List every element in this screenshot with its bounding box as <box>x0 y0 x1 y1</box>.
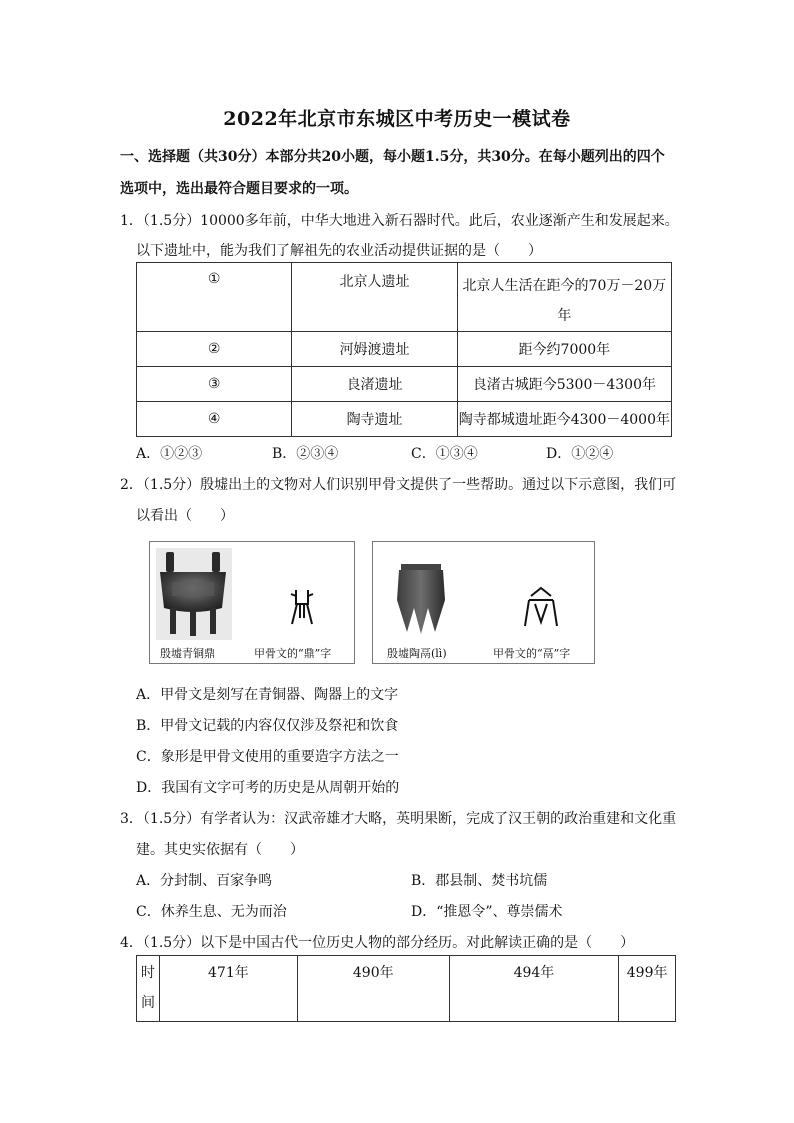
q2-option-b[interactable]: B．甲骨文记载的内容仅仅涉及祭祀和饮食 <box>136 718 399 734</box>
q2-stem-line1: 2．（1.5分）殷墟出土的文物对人们识别甲骨文提供了一些帮助。通过以下示意图，我们可 <box>120 477 677 493</box>
q4-timeline-table <box>136 955 676 1022</box>
section-instruction-line2: 选项中，选出最符合题目要求的一项。 <box>120 181 358 197</box>
q3-stem-line2: 建。其史实依据有（ ） <box>136 842 304 858</box>
table-cell-year: 499年 <box>619 956 676 1022</box>
table-cell-desc-line1: 北京人生活在距今的70万－20万 <box>462 278 667 294</box>
q1-option-d[interactable]: D．①②④ <box>546 446 614 462</box>
q1-option-c[interactable]: C．①③④ <box>411 446 478 462</box>
table-row <box>137 263 672 332</box>
q1-sites-table <box>136 262 672 437</box>
table-row <box>137 402 672 437</box>
caption-ding-character: 甲骨文的“鼎”字 <box>254 647 332 660</box>
q1-option-b[interactable]: B．②③④ <box>272 446 339 462</box>
q1-option-a[interactable]: A．①②③ <box>136 446 203 462</box>
table-cell-num: ④ <box>137 402 292 437</box>
caption-li: 殷墟陶鬲(lì) <box>387 647 447 660</box>
q4-stem: 4．（1.5分）以下是中国古代一位历史人物的部分经历。对此解读正确的是（ ） <box>120 935 635 951</box>
table-cell-desc: 陶寺都城遗址距今4300－4000年 <box>457 402 671 437</box>
table-cell-site: 良渚遗址 <box>292 367 457 402</box>
caption-ding: 殷墟青铜鼎 <box>160 647 215 660</box>
table-cell-site: 陶寺遗址 <box>292 402 457 437</box>
table-cell-desc-line2: 年 <box>557 308 572 324</box>
caption-li-character: 甲骨文的“鬲”字 <box>493 647 571 660</box>
table-cell-site: 河姆渡遗址 <box>292 332 457 367</box>
table-header-time <box>137 956 160 1022</box>
q2-figure-ding <box>149 541 355 664</box>
table-cell-num: ① <box>137 263 292 332</box>
q2-figure-li <box>372 541 595 664</box>
q3-option-d[interactable]: D．“推恩令”、尊崇儒术 <box>411 904 563 920</box>
table-cell-year: 494年 <box>449 956 619 1022</box>
q2-stem-line2: 以看出（ ） <box>136 508 234 524</box>
q3-option-a[interactable]: A．分封制、百家争鸣 <box>136 873 273 889</box>
q3-option-c[interactable]: C．休养生息、无为而治 <box>136 904 287 920</box>
q1-stem-line1: 1．（1.5分）10000多年前，中华大地进入新石器时代。此后，农业逐渐产生和发展起来。 <box>120 213 679 229</box>
table-cell-num: ② <box>137 332 292 367</box>
q3-stem-line1: 3．（1.5分）有学者认为：汉武帝雄才大略，英明果断，完成了汉王朝的政治重建和文化重 <box>120 811 677 827</box>
q2-option-a[interactable]: A．甲骨文是刻写在青铜器、陶器上的文字 <box>136 687 399 703</box>
table-row <box>137 367 672 402</box>
table-cell-year: 490年 <box>297 956 449 1022</box>
table-cell-year: 471年 <box>159 956 297 1022</box>
q3-option-b[interactable]: B．郡县制、焚书坑儒 <box>411 873 548 889</box>
q1-stem-line2: 以下遗址中，能为我们了解祖先的农业活动提供证据的是（ ） <box>136 243 542 259</box>
header-label-2: 间 <box>140 995 155 1011</box>
q2-option-c[interactable]: C．象形是甲骨文使用的重要造字方法之一 <box>136 749 399 765</box>
section-instruction-line1: 一、选择题（共30分）本部分共20小题，每小题1.5分，共30分。在每小题列出的四个 <box>120 149 665 165</box>
table-cell-num: ③ <box>137 367 292 402</box>
page-title: 2022年北京市东城区中考历史一模试卷 <box>223 108 571 130</box>
table-cell-desc: 距今约7000年 <box>457 332 671 367</box>
header-label-1: 时 <box>140 965 155 981</box>
table-cell-desc: 良渚古城距今5300－4300年 <box>457 367 671 402</box>
table-row <box>137 332 672 367</box>
q2-option-d[interactable]: D．我国有文字可考的历史是从周朝开始的 <box>136 780 400 796</box>
table-row <box>137 956 676 1022</box>
table-cell-site: 北京人遗址 <box>292 263 457 332</box>
table-cell-desc <box>457 263 671 332</box>
